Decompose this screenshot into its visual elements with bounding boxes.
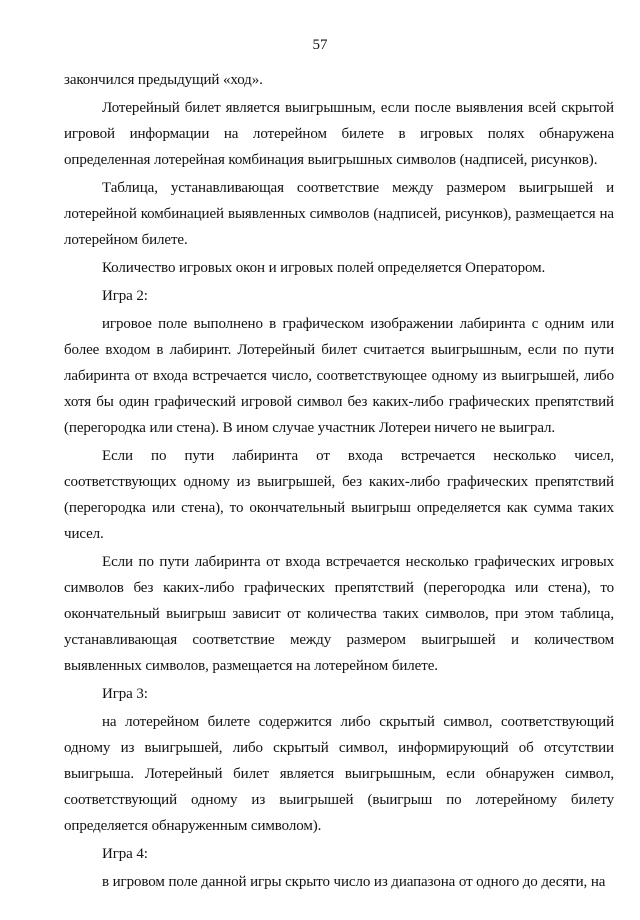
paragraph-game-windows: Количество игровых окон и игровых полей определяется Оператором.: [102, 260, 546, 276]
game-4-heading: Игра 4:: [102, 846, 148, 862]
game-3-heading: Игра 3:: [102, 686, 148, 702]
page-number: 57: [312, 37, 328, 53]
game-2-heading: Игра 2:: [102, 288, 148, 304]
paragraph-prize-table: Таблица, устанавливающая соответствие между размером выигрышей и лотерейной комбинацией выявленных символов (надписей, рисунков), размещается на лотерейном билете.: [64, 180, 614, 248]
paragraph-winning-ticket: Лотерейный билет является выигрышным, если после выявления всей скрытой игровой информации на лотерейном билете в игровых полях обнаружена определенная лотерейная комбинация выигрышных символов (надписей, рисунков).: [64, 100, 614, 168]
paragraph-game-3-hidden-symbol: на лотерейном билете содержится либо скрытый символ, соответствующий одному из выигрышей, либо скрытый символ, информирующий об отсутствии выигрыша. Лотерейный билет является выигрышным, если обнаружен символ, соответствующий одному из выигрышей (выигрыш по лотерейному билету определяется обнаруженным символом).: [64, 714, 614, 834]
paragraph-game-2-maze: игровое поле выполнено в графическом изображении лабиринта с одним или более входом в лабиринт. Лотерейный билет считается выигрышным, если по пути лабиринта от входа встречается число, соответствующее одному из выигрышей, либо хотя бы один графический игровой символ без каких-либо графических препятствий (перегородка или стена). В ином случае участник Лотереи ничего не выиграл.: [64, 316, 614, 436]
paragraph-game-2-numbers: Если по пути лабиринта от входа встречается несколько чисел, соответствующих одному из выигрышей, без каких-либо графических препятствий (перегородка или стена), то окончательный выигрыш определяется как сумма таких чисел.: [64, 448, 614, 542]
paragraph-game-2-symbols: Если по пути лабиринта от входа встречается несколько графических игровых символов без каких-либо графических препятствий (перегородка или стена), то окончательный выигрыш зависит от количества таких символов, при этом таблица, устанавливающая соответствие между размером выигрышей и количеством выявленных символов, размещается на лотерейном билете.: [64, 554, 614, 674]
document-body: [64, 67, 614, 897]
paragraph-game-4-hidden-number: в игровом поле данной игры скрыто число из диапазона от одного до десяти, на: [102, 874, 606, 890]
paragraph-continuation: закончился предыдущий «ход».: [64, 72, 263, 88]
